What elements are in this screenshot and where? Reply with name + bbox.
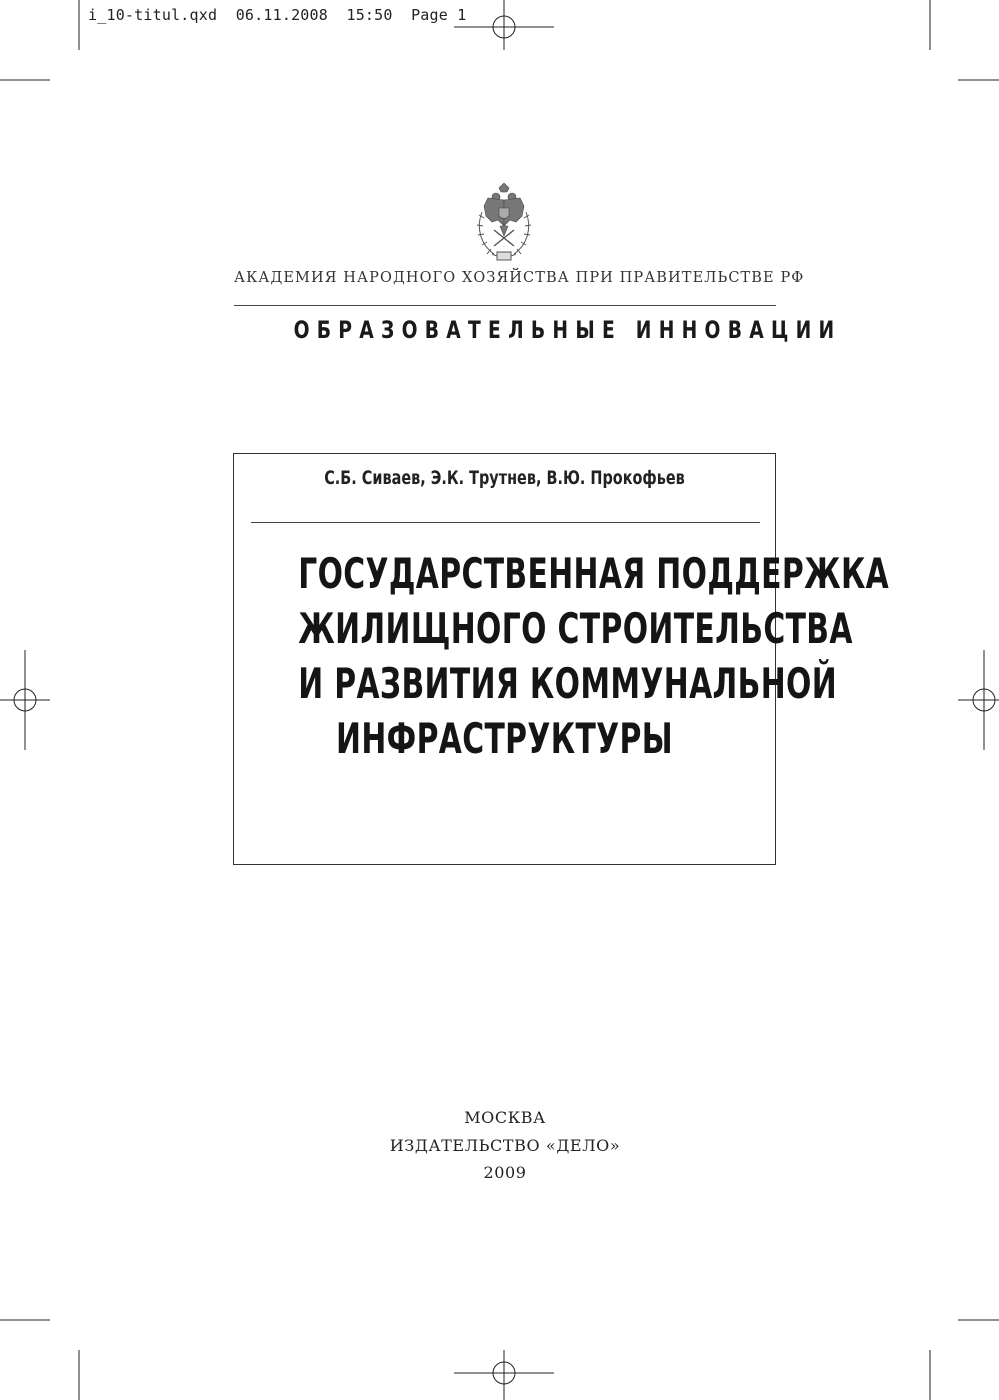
book-title-line: И РАЗВИТИЯ КОММУНАЛЬНОЙ: [298, 659, 838, 708]
series-title: ОБРАЗОВАТЕЛЬНЫЕ ИННОВАЦИИ: [293, 316, 842, 344]
book-title: [298, 546, 890, 766]
imprint-city: МОСКВА: [464, 1108, 546, 1127]
academy-name: АКАДЕМИЯ НАРОДНОГО ХОЗЯЙСТВА ПРИ ПРАВИТЕЛЬСТВЕ РФ: [234, 270, 805, 286]
registration-mark-bottom: [454, 1350, 554, 1400]
title-frame: [233, 453, 890, 865]
authors: С.Б. Сиваев, Э.К. Трутнев, В.Ю. Прокофьев: [324, 468, 685, 489]
imprint-year: 2009: [483, 1163, 527, 1182]
double-headed-eagle-emblem-icon: [472, 182, 536, 264]
registration-mark-top: [454, 0, 554, 50]
header-divider: [234, 305, 776, 306]
imprint-publisher: ИЗДАТЕЛЬСТВО «ДЕЛО»: [389, 1135, 621, 1155]
registration-mark-right: [958, 650, 999, 750]
book-title-line: ЖИЛИЩНОГО СТРОИТЕЛЬСТВА: [298, 604, 853, 653]
imprint: [234, 1104, 776, 1187]
authors-divider: [251, 522, 760, 523]
file-slug-line: i_10-titul.qxd 06.11.2008 15:50 Page 1: [88, 6, 467, 24]
book-title-line: ИНФРАСТРУКТУРЫ: [336, 714, 673, 763]
book-title-line: ГОСУДАРСТВЕННАЯ ПОДДЕРЖКА: [298, 549, 890, 598]
registration-mark-left: [0, 650, 50, 750]
